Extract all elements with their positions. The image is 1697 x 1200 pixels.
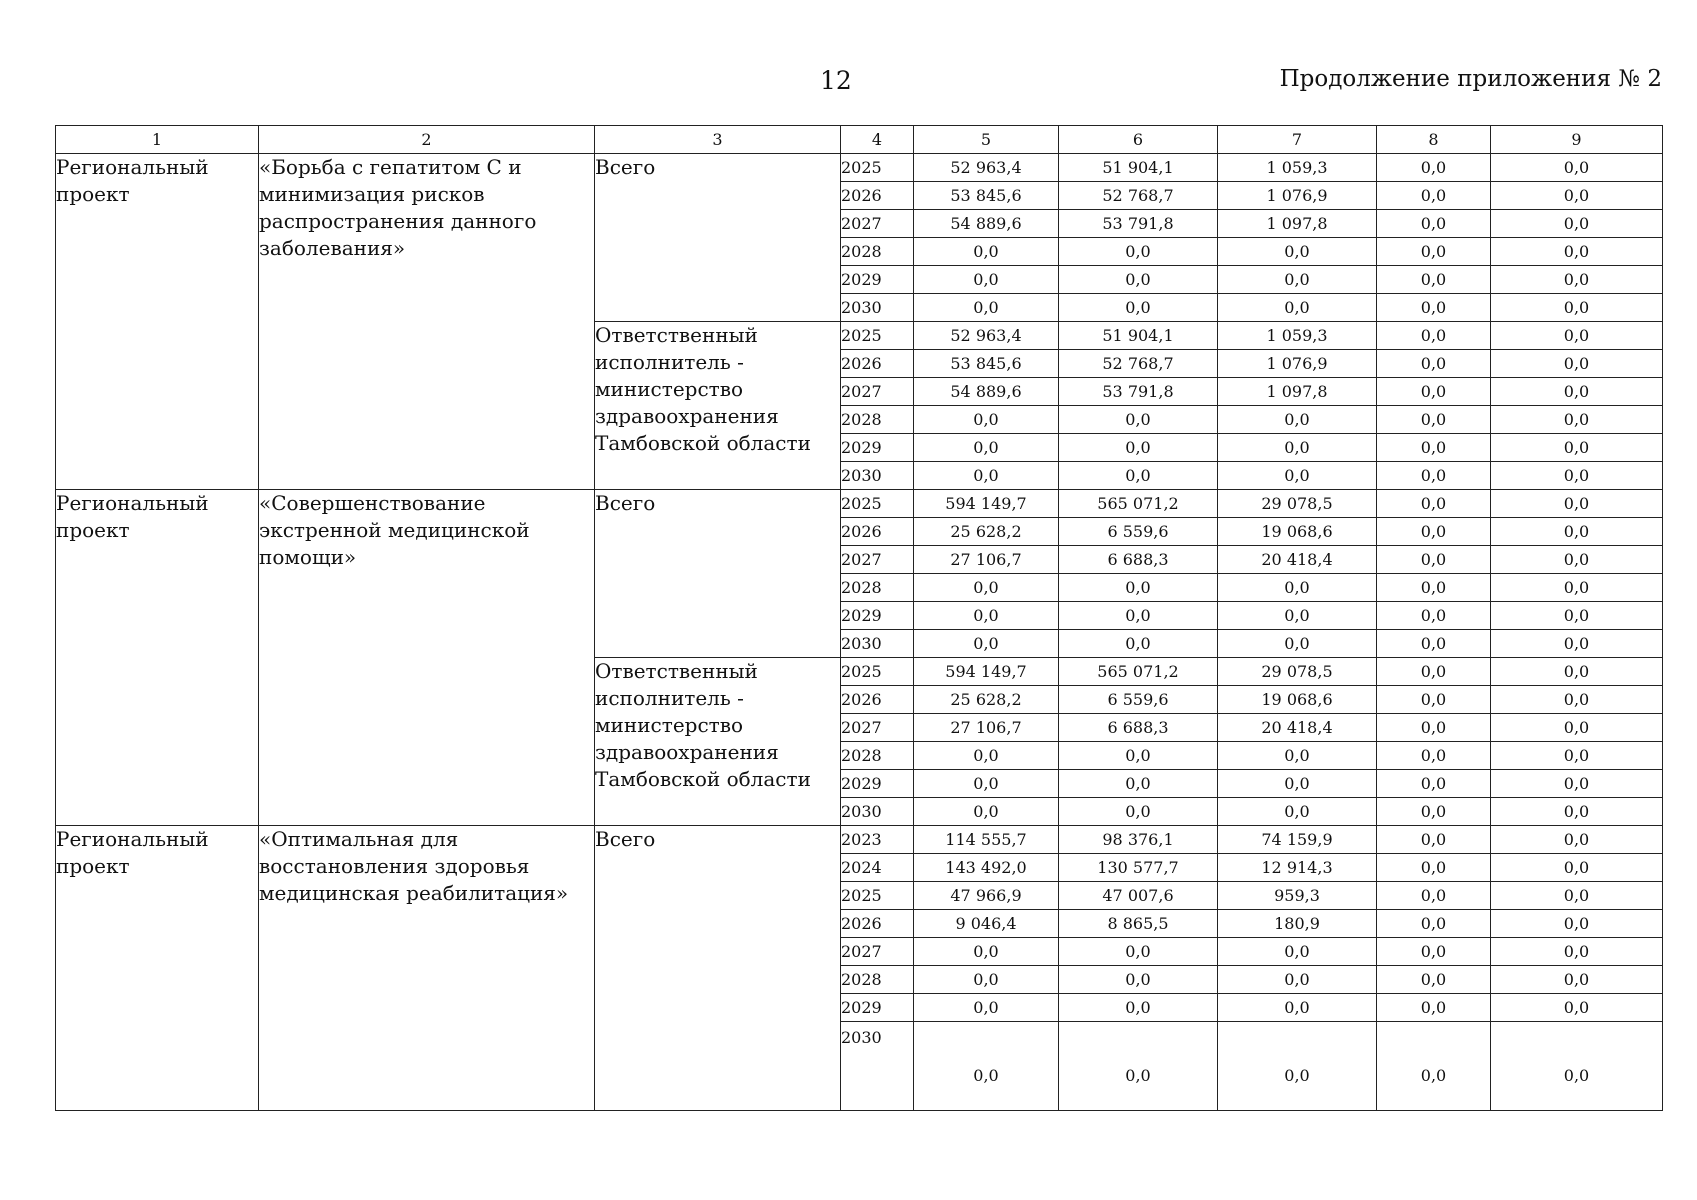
year-cell: 2025: [841, 322, 914, 350]
amount-cell: 0,0: [914, 434, 1059, 462]
amount-cell: 0,0: [1377, 742, 1491, 770]
amount-cell: 565 071,2: [1059, 490, 1218, 518]
amount-cell: 0,0: [914, 574, 1059, 602]
amount-cell: 0,0: [1218, 798, 1377, 826]
amount-cell: 0,0: [1491, 1022, 1663, 1111]
amount-cell: 25 628,2: [914, 518, 1059, 546]
amount-cell: 0,0: [1377, 518, 1491, 546]
year-cell: 2026: [841, 350, 914, 378]
amount-cell: 0,0: [1491, 966, 1663, 994]
column-number: 5: [914, 126, 1059, 154]
amount-cell: 12 914,3: [1218, 854, 1377, 882]
amount-cell: 1 076,9: [1218, 182, 1377, 210]
amount-cell: 0,0: [914, 462, 1059, 490]
amount-cell: 0,0: [1491, 294, 1663, 322]
amount-cell: 0,0: [1377, 714, 1491, 742]
amount-cell: 0,0: [1218, 294, 1377, 322]
year-cell: 2028: [841, 966, 914, 994]
year-cell: 2025: [841, 490, 914, 518]
amount-cell: 0,0: [1491, 322, 1663, 350]
amount-cell: 0,0: [1377, 406, 1491, 434]
year-cell: 2028: [841, 406, 914, 434]
amount-cell: 0,0: [1491, 910, 1663, 938]
amount-cell: 0,0: [1491, 882, 1663, 910]
year-cell: 2025: [841, 882, 914, 910]
amount-cell: 0,0: [1059, 938, 1218, 966]
year-cell: 2027: [841, 378, 914, 406]
amount-cell: 0,0: [1218, 406, 1377, 434]
amount-cell: 0,0: [914, 294, 1059, 322]
amount-cell: 51 904,1: [1059, 154, 1218, 182]
year-cell: 2026: [841, 518, 914, 546]
amount-cell: 0,0: [1377, 294, 1491, 322]
amount-cell: 74 159,9: [1218, 826, 1377, 854]
amount-cell: 54 889,6: [914, 378, 1059, 406]
amount-cell: 47 966,9: [914, 882, 1059, 910]
amount-cell: 19 068,6: [1218, 518, 1377, 546]
budget-table: [55, 125, 1663, 1111]
table-row: [56, 826, 1663, 854]
amount-cell: 0,0: [1059, 770, 1218, 798]
amount-cell: 0,0: [1059, 602, 1218, 630]
amount-cell: 0,0: [1491, 574, 1663, 602]
amount-cell: 53 845,6: [914, 182, 1059, 210]
amount-cell: 0,0: [1377, 798, 1491, 826]
amount-cell: 0,0: [1377, 238, 1491, 266]
column-number: 7: [1218, 126, 1377, 154]
year-cell: 2029: [841, 770, 914, 798]
amount-cell: 0,0: [1218, 238, 1377, 266]
amount-cell: 0,0: [1377, 490, 1491, 518]
amount-cell: 0,0: [1491, 770, 1663, 798]
amount-cell: 0,0: [1059, 406, 1218, 434]
amount-cell: 0,0: [1491, 602, 1663, 630]
year-cell: 2030: [841, 630, 914, 658]
year-cell: 2029: [841, 266, 914, 294]
amount-cell: 0,0: [914, 798, 1059, 826]
year-cell: 2029: [841, 434, 914, 462]
amount-cell: 0,0: [914, 938, 1059, 966]
year-cell: 2025: [841, 658, 914, 686]
amount-cell: 0,0: [1491, 938, 1663, 966]
amount-cell: 0,0: [1059, 994, 1218, 1022]
amount-cell: 0,0: [1059, 574, 1218, 602]
project-name: «Совершенствование экстренной медицинской помощи»: [259, 490, 595, 826]
amount-cell: 0,0: [1491, 154, 1663, 182]
amount-cell: 0,0: [1377, 882, 1491, 910]
page-number: 12: [820, 66, 852, 95]
amount-cell: 0,0: [1491, 182, 1663, 210]
amount-cell: 0,0: [1059, 966, 1218, 994]
amount-cell: 0,0: [914, 994, 1059, 1022]
amount-cell: 0,0: [914, 630, 1059, 658]
funding-group-label: Ответственный исполнитель - министерство здравоохранения Тамбовской области: [595, 658, 841, 826]
year-cell: 2028: [841, 742, 914, 770]
amount-cell: 0,0: [1491, 434, 1663, 462]
amount-cell: 29 078,5: [1218, 490, 1377, 518]
amount-cell: 1 097,8: [1218, 210, 1377, 238]
amount-cell: 54 889,6: [914, 210, 1059, 238]
amount-cell: 0,0: [1218, 574, 1377, 602]
amount-cell: 0,0: [914, 742, 1059, 770]
year-cell: 2026: [841, 686, 914, 714]
amount-cell: 0,0: [1377, 266, 1491, 294]
amount-cell: 0,0: [1377, 546, 1491, 574]
project-name: «Борьба с гепатитом С и минимизация рисков распространения данного заболевания»: [259, 154, 595, 490]
amount-cell: 0,0: [1491, 462, 1663, 490]
year-cell: 2030: [841, 798, 914, 826]
amount-cell: 0,0: [1491, 210, 1663, 238]
amount-cell: 0,0: [1377, 154, 1491, 182]
amount-cell: 52 768,7: [1059, 182, 1218, 210]
amount-cell: 0,0: [1059, 434, 1218, 462]
table-body: [56, 154, 1663, 1111]
amount-cell: 0,0: [1377, 854, 1491, 882]
amount-cell: 19 068,6: [1218, 686, 1377, 714]
amount-cell: 6 688,3: [1059, 546, 1218, 574]
amount-cell: 0,0: [1059, 266, 1218, 294]
amount-cell: 52 963,4: [914, 322, 1059, 350]
year-cell: 2029: [841, 602, 914, 630]
amount-cell: 0,0: [1377, 658, 1491, 686]
amount-cell: 25 628,2: [914, 686, 1059, 714]
amount-cell: 0,0: [1491, 714, 1663, 742]
amount-cell: 51 904,1: [1059, 322, 1218, 350]
amount-cell: 0,0: [1218, 770, 1377, 798]
amount-cell: 0,0: [1377, 966, 1491, 994]
appendix-title: Продолжение приложения № 2: [1279, 66, 1662, 92]
year-cell: 2027: [841, 210, 914, 238]
amount-cell: 0,0: [1059, 630, 1218, 658]
amount-cell: 0,0: [1377, 434, 1491, 462]
amount-cell: 130 577,7: [1059, 854, 1218, 882]
year-cell: 2029: [841, 994, 914, 1022]
amount-cell: 8 865,5: [1059, 910, 1218, 938]
amount-cell: 20 418,4: [1218, 546, 1377, 574]
column-number: 4: [841, 126, 914, 154]
amount-cell: 0,0: [1377, 770, 1491, 798]
column-number-row: [56, 126, 1663, 154]
amount-cell: 0,0: [1059, 462, 1218, 490]
amount-cell: 1 076,9: [1218, 350, 1377, 378]
amount-cell: 47 007,6: [1059, 882, 1218, 910]
amount-cell: 0,0: [1218, 602, 1377, 630]
amount-cell: 0,0: [1059, 294, 1218, 322]
amount-cell: 52 768,7: [1059, 350, 1218, 378]
amount-cell: 0,0: [1059, 1022, 1218, 1111]
funding-group-label: Всего: [595, 154, 841, 322]
year-cell: 2030: [841, 294, 914, 322]
amount-cell: 0,0: [1377, 210, 1491, 238]
amount-cell: 6 559,6: [1059, 686, 1218, 714]
project-name: «Оптимальная для восстановления здоровья медицинская реабилитация»: [259, 826, 595, 1111]
amount-cell: 0,0: [1218, 434, 1377, 462]
amount-cell: 0,0: [1491, 854, 1663, 882]
amount-cell: 0,0: [1491, 742, 1663, 770]
column-number: 1: [56, 126, 259, 154]
amount-cell: 0,0: [1218, 630, 1377, 658]
amount-cell: 0,0: [1491, 518, 1663, 546]
amount-cell: 27 106,7: [914, 714, 1059, 742]
amount-cell: 0,0: [914, 966, 1059, 994]
year-cell: 2027: [841, 938, 914, 966]
year-cell: 2027: [841, 714, 914, 742]
amount-cell: 1 097,8: [1218, 378, 1377, 406]
amount-cell: 0,0: [1218, 938, 1377, 966]
amount-cell: 0,0: [914, 266, 1059, 294]
amount-cell: 143 492,0: [914, 854, 1059, 882]
amount-cell: 0,0: [1377, 378, 1491, 406]
amount-cell: 0,0: [1377, 994, 1491, 1022]
amount-cell: 98 376,1: [1059, 826, 1218, 854]
amount-cell: 0,0: [1218, 994, 1377, 1022]
year-cell: 2026: [841, 910, 914, 938]
year-cell: 2028: [841, 238, 914, 266]
year-cell: 2030: [841, 1022, 914, 1111]
amount-cell: 0,0: [1218, 266, 1377, 294]
amount-cell: 0,0: [1218, 742, 1377, 770]
column-number: 2: [259, 126, 595, 154]
year-cell: 2025: [841, 154, 914, 182]
amount-cell: 594 149,7: [914, 490, 1059, 518]
amount-cell: 6 688,3: [1059, 714, 1218, 742]
amount-cell: 0,0: [1491, 490, 1663, 518]
amount-cell: 0,0: [914, 406, 1059, 434]
amount-cell: 0,0: [1491, 406, 1663, 434]
amount-cell: 0,0: [1059, 798, 1218, 826]
amount-cell: 0,0: [1377, 462, 1491, 490]
amount-cell: 0,0: [1059, 238, 1218, 266]
amount-cell: 0,0: [1377, 602, 1491, 630]
amount-cell: 1 059,3: [1218, 154, 1377, 182]
amount-cell: 53 845,6: [914, 350, 1059, 378]
project-type: Региональный проект: [56, 490, 259, 826]
amount-cell: 52 963,4: [914, 154, 1059, 182]
amount-cell: 0,0: [1377, 910, 1491, 938]
table-row: [56, 154, 1663, 182]
year-cell: 2027: [841, 546, 914, 574]
column-number: 9: [1491, 126, 1663, 154]
amount-cell: 0,0: [1218, 462, 1377, 490]
amount-cell: 0,0: [1377, 322, 1491, 350]
amount-cell: 0,0: [914, 602, 1059, 630]
amount-cell: 0,0: [1491, 686, 1663, 714]
amount-cell: 0,0: [1377, 350, 1491, 378]
column-number: 3: [595, 126, 841, 154]
amount-cell: 0,0: [1218, 1022, 1377, 1111]
amount-cell: 0,0: [1377, 938, 1491, 966]
amount-cell: 594 149,7: [914, 658, 1059, 686]
funding-group-label: Ответственный исполнитель - министерство здравоохранения Тамбовской области: [595, 322, 841, 490]
amount-cell: 27 106,7: [914, 546, 1059, 574]
amount-cell: 959,3: [1218, 882, 1377, 910]
funding-group-label: Всего: [595, 490, 841, 658]
year-cell: 2026: [841, 182, 914, 210]
amount-cell: 6 559,6: [1059, 518, 1218, 546]
amount-cell: 1 059,3: [1218, 322, 1377, 350]
amount-cell: 0,0: [1491, 994, 1663, 1022]
amount-cell: 0,0: [1059, 742, 1218, 770]
funding-group-label: Всего: [595, 826, 841, 1111]
amount-cell: 0,0: [1491, 238, 1663, 266]
amount-cell: 0,0: [1491, 266, 1663, 294]
column-number: 8: [1377, 126, 1491, 154]
table-row: [56, 490, 1663, 518]
amount-cell: 9 046,4: [914, 910, 1059, 938]
amount-cell: 0,0: [1491, 826, 1663, 854]
amount-cell: 0,0: [1491, 350, 1663, 378]
amount-cell: 0,0: [1377, 826, 1491, 854]
amount-cell: 0,0: [1218, 966, 1377, 994]
amount-cell: 53 791,8: [1059, 210, 1218, 238]
amount-cell: 565 071,2: [1059, 658, 1218, 686]
amount-cell: 0,0: [1491, 378, 1663, 406]
amount-cell: 29 078,5: [1218, 658, 1377, 686]
amount-cell: 0,0: [914, 770, 1059, 798]
year-cell: 2028: [841, 574, 914, 602]
project-type: Региональный проект: [56, 826, 259, 1111]
amount-cell: 53 791,8: [1059, 378, 1218, 406]
amount-cell: 0,0: [914, 1022, 1059, 1111]
project-type: Региональный проект: [56, 154, 259, 490]
amount-cell: 0,0: [1377, 630, 1491, 658]
amount-cell: 0,0: [1377, 686, 1491, 714]
amount-cell: 0,0: [1377, 574, 1491, 602]
amount-cell: 0,0: [1377, 1022, 1491, 1111]
year-cell: 2023: [841, 826, 914, 854]
year-cell: 2024: [841, 854, 914, 882]
amount-cell: 0,0: [1491, 630, 1663, 658]
year-cell: 2030: [841, 462, 914, 490]
amount-cell: 0,0: [1377, 182, 1491, 210]
amount-cell: 0,0: [1491, 546, 1663, 574]
amount-cell: 20 418,4: [1218, 714, 1377, 742]
column-number: 6: [1059, 126, 1218, 154]
amount-cell: 180,9: [1218, 910, 1377, 938]
amount-cell: 0,0: [1491, 658, 1663, 686]
amount-cell: 0,0: [1491, 798, 1663, 826]
amount-cell: 0,0: [914, 238, 1059, 266]
amount-cell: 114 555,7: [914, 826, 1059, 854]
